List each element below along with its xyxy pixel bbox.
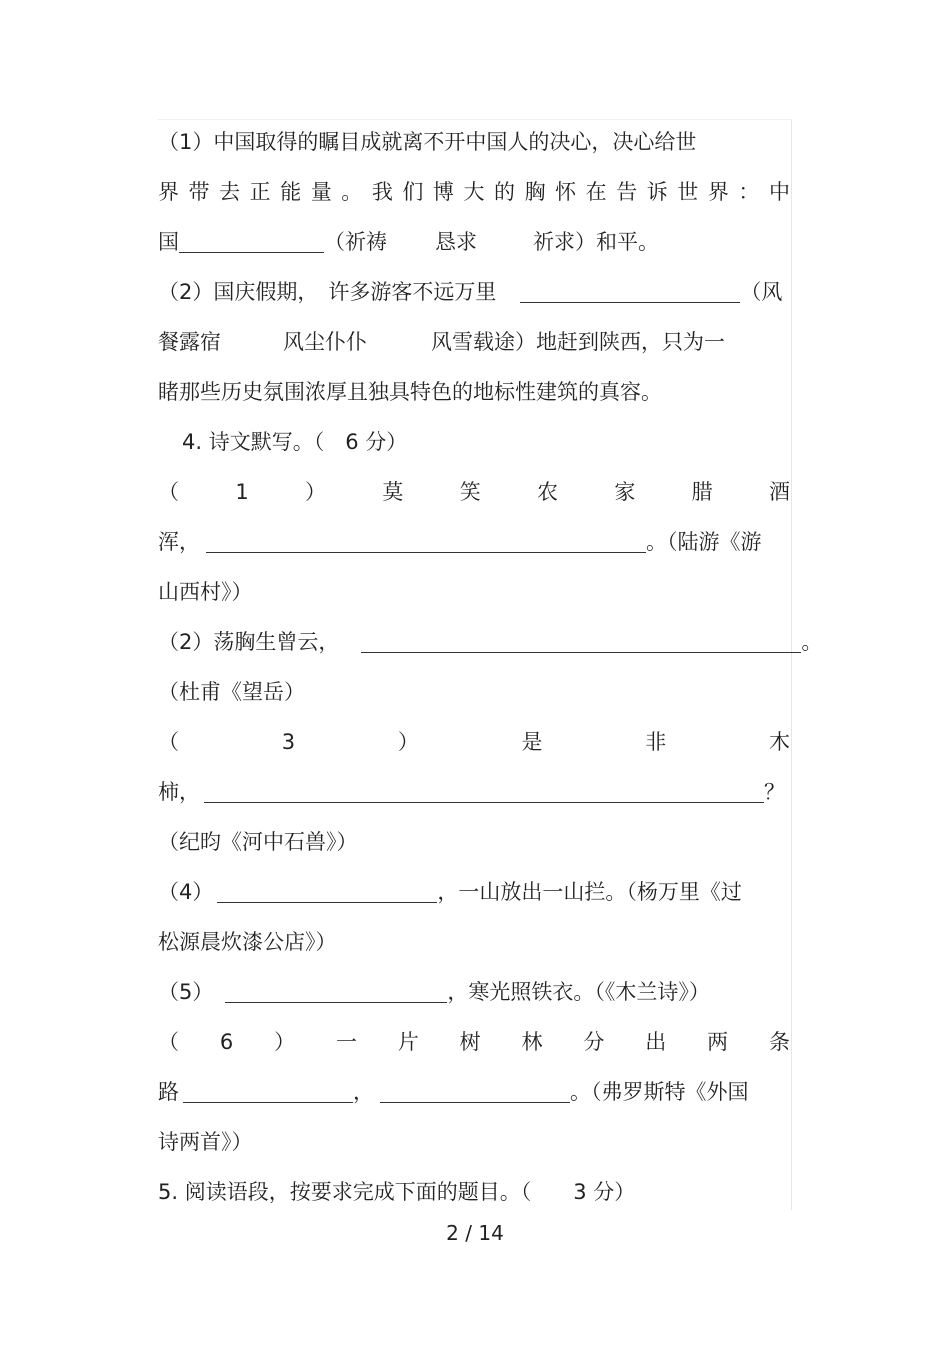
justified-char: 两: [707, 1030, 729, 1054]
answer-blank[interactable]: [225, 980, 447, 1003]
option: 恳求: [435, 230, 477, 254]
justified-char: 树: [459, 1030, 481, 1054]
justified-char: 诉: [646, 180, 668, 204]
q4-item3-line3: [158, 826, 790, 858]
text: （杜甫《望岳）: [158, 680, 305, 704]
page-number: 2 / 14: [446, 1221, 504, 1245]
option: 祈求）和平。: [533, 230, 659, 254]
q4-item5-line1: [158, 976, 790, 1008]
answer-blank[interactable]: [183, 1080, 353, 1103]
justified-char: 博: [432, 180, 454, 204]
q3-p2-line1: [158, 276, 790, 308]
justified-char: 分: [583, 1030, 605, 1054]
q4-item3-line2: [158, 776, 790, 808]
answer-blank[interactable]: [204, 780, 764, 803]
justified-char: 家: [614, 480, 636, 504]
text: 。（弗罗斯特《外国: [570, 1080, 749, 1104]
page-border-right: [791, 120, 792, 1210]
answer-blank[interactable]: [520, 280, 740, 303]
justified-char: 正: [249, 180, 271, 204]
justified-char: 农: [537, 480, 559, 504]
justified-char: 1: [235, 480, 249, 504]
q3-p1-line3: [158, 226, 790, 258]
text: ？: [764, 780, 785, 804]
justified-char: （: [158, 730, 179, 754]
justified-char: ）: [305, 480, 327, 504]
justified-char: 怀: [555, 180, 577, 204]
q4-item1-line1: [158, 476, 790, 508]
option: 风雪载途）地赶到陕西，只为一: [431, 330, 725, 354]
q4-item2-line2: [158, 676, 790, 708]
q4-item4-line1: [158, 876, 790, 908]
justified-char: 腊: [691, 480, 713, 504]
justified-char: ）: [397, 730, 419, 754]
q4-item3-line1: [158, 726, 790, 758]
text: ，: [353, 1080, 374, 1104]
question-title: 4. 诗文默写。（ 6 分）: [182, 430, 408, 454]
justified-char: 是: [521, 730, 543, 754]
justified-char: 在: [585, 180, 607, 204]
q4-item4-line2: [158, 926, 790, 958]
justified-char: ）: [274, 1030, 296, 1054]
justified-char: 出: [645, 1030, 667, 1054]
justified-char: 带: [188, 180, 210, 204]
text: 。（陆游《游: [646, 530, 762, 554]
justified-char: 中: [768, 180, 790, 204]
q3-p2-line2: [158, 326, 790, 358]
option: （祈祷: [324, 230, 387, 254]
text: 山西村》）: [158, 580, 253, 604]
justified-char: 界: [158, 180, 179, 204]
q4-title: [182, 426, 814, 458]
option: 餐露宿: [158, 330, 221, 354]
text: （5）: [158, 980, 214, 1004]
justified-char: 大: [463, 180, 485, 204]
justified-char: 的: [494, 180, 516, 204]
justified-char: 林: [521, 1030, 543, 1054]
text: ，寒光照铁衣。（《木兰诗》）: [447, 980, 710, 1004]
justified-char: 笑: [459, 480, 481, 504]
answer-blank[interactable]: [206, 530, 646, 553]
justified-char: 我: [371, 180, 393, 204]
justified-char: 量: [310, 180, 332, 204]
justified-char: 木: [768, 730, 790, 754]
justified-char: 胸: [524, 180, 546, 204]
q3-p1-line2: [158, 176, 790, 208]
text: 许多游客不远万里: [328, 280, 497, 304]
justified-char: 条: [768, 1030, 790, 1054]
justified-char: 片: [397, 1030, 419, 1054]
text: （纪昀《河中石兽》）: [158, 830, 358, 854]
text: 诗两首》）: [158, 1130, 253, 1154]
justified-char: （: [158, 1030, 179, 1054]
justified-char: 告: [616, 180, 638, 204]
justified-char: （: [158, 480, 179, 504]
text: 松源晨炊漆公店》）: [158, 930, 337, 954]
text: （4）: [158, 880, 214, 904]
justified-char: 一: [335, 1030, 357, 1054]
q4-item2-line1: [158, 626, 823, 658]
text: （2）国庆假期，: [158, 280, 319, 304]
q4-item1-line2: [158, 526, 790, 558]
q3-p1-line1: [158, 126, 790, 158]
justified-char: 6: [219, 1030, 234, 1054]
justified-char: 3: [281, 730, 296, 754]
answer-blank[interactable]: [217, 880, 437, 903]
justified-char: 。: [341, 180, 363, 204]
justified-char: 世: [677, 180, 699, 204]
justified-char: 去: [219, 180, 241, 204]
text: 路: [158, 1080, 179, 1104]
text: ，一山放出一山拦。（杨万里《过: [437, 880, 742, 904]
justified-char: 能: [280, 180, 302, 204]
q5-title: [158, 1176, 790, 1208]
justified-char: 莫: [382, 480, 404, 504]
text: 浑，: [158, 530, 200, 554]
answer-blank[interactable]: [380, 1080, 570, 1103]
q3-p2-line3: [158, 376, 790, 408]
justified-char: 酒: [769, 480, 790, 504]
justified-char: ：: [738, 180, 760, 204]
text: （1）中国取得的瞩目成就离不开中国人的决心，决心给世: [158, 130, 697, 154]
q4-item6-line3: [158, 1126, 790, 1158]
answer-blank[interactable]: [179, 230, 324, 253]
q4-item6-line2: [158, 1076, 790, 1108]
text: （2）荡胸生曾云，: [158, 630, 340, 654]
page-border-top: [158, 119, 792, 120]
text: （风: [740, 280, 783, 304]
text: 柿，: [158, 780, 200, 804]
justified-char: 们: [402, 180, 424, 204]
answer-blank[interactable]: [361, 630, 801, 653]
text: 国: [158, 230, 179, 254]
option: 风尘仆仆: [283, 330, 367, 354]
q4-item1-line3: [158, 576, 790, 608]
q4-item6-line1: [158, 1026, 790, 1058]
text: 。: [801, 630, 823, 654]
justified-char: 界: [707, 180, 729, 204]
justified-char: 非: [645, 730, 667, 754]
question-title: 5. 阅读语段，按要求完成下面的题目。（ 3 分）: [158, 1180, 636, 1204]
text: 睹那些历史氛围浓厚且独具特色的地标性建筑的真容。: [158, 380, 662, 404]
